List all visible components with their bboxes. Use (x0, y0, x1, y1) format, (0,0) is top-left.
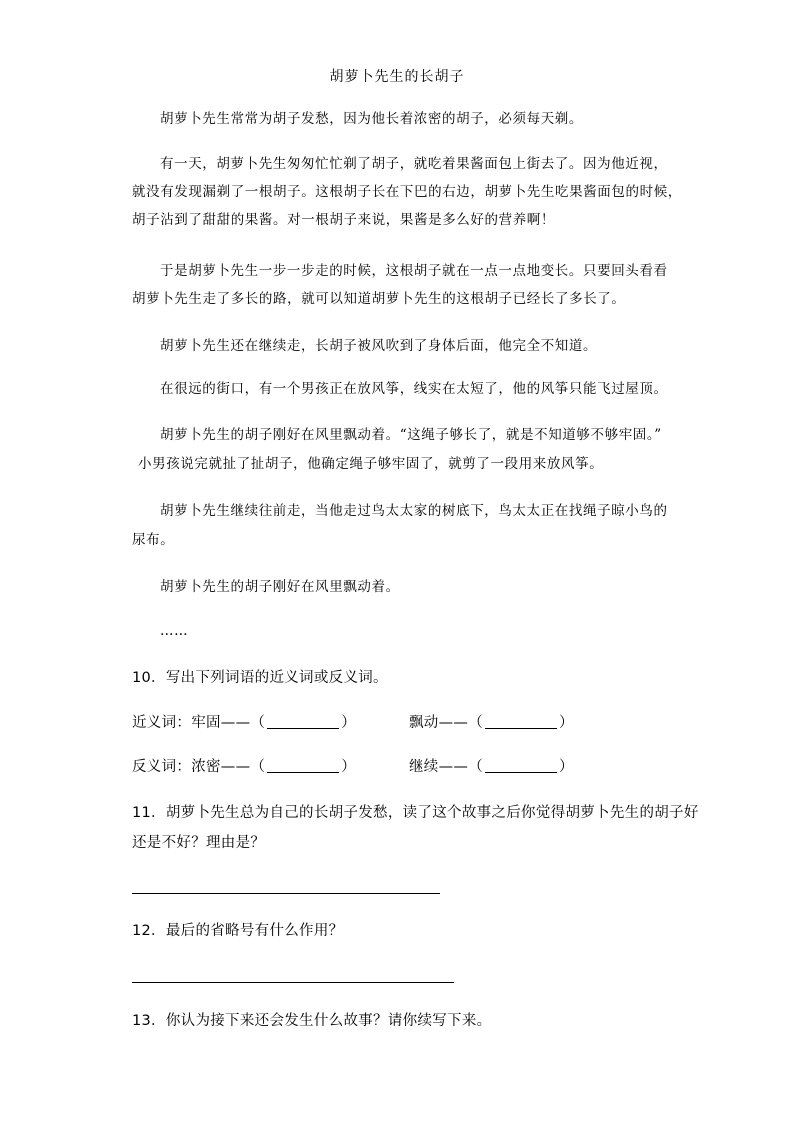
antonym-row-left (132, 759, 356, 775)
answer-blank-1[interactable] (267, 715, 339, 729)
antonym-row-right (409, 759, 574, 775)
story-title: 胡萝卜先生的长胡子 (329, 69, 465, 85)
story-line: 胡萝卜先生还在继续走，长胡子被风吹到了身体后面，他完全不知道。 (160, 338, 598, 354)
story-line: 尿布。 (132, 532, 175, 548)
synonym-row-right (409, 715, 574, 731)
question-11-line-1: 11．胡萝卜先生总为自己的长胡子发愁，读了这个故事之后你觉得胡萝卜先生的胡子好 (132, 805, 699, 821)
question-13: 13．你认为接下来还会发生什么故事？请你续写下来。 (132, 1013, 492, 1029)
antonym-label: 反义词：浓密——（ (132, 759, 266, 775)
answer-line-12[interactable] (132, 982, 454, 983)
story-line: 小男孩说完就扯了扯胡子，他确定绳子够牢固了，就剪了一段用来放风筝。 (138, 456, 604, 472)
question-11-line-2: 还是不好？理由是？ (132, 835, 266, 851)
story-line: 就没有发现漏剃了一根胡子。这根胡子长在下巴的右边，胡萝卜先生吃果酱面包的时候， (132, 184, 682, 200)
bracket-close: ） (341, 759, 357, 775)
story-line: 胡子沾到了甜甜的果酱。对一根胡子来说，果酱是多么好的营养啊！ (132, 212, 555, 228)
synonym-label: 近义词：牢固——（ (132, 715, 266, 731)
story-line: 胡萝卜先生常常为胡子发愁，因为他长着浓密的胡子，必须每天剃。 (160, 111, 583, 127)
answer-blank-4[interactable] (485, 759, 557, 773)
story-line: 在很远的街口，有一个男孩正在放风筝，线实在太短了，他的风筝只能飞过屋顶。 (160, 381, 668, 397)
story-line: 胡萝卜先生的胡子刚好在风里飘动着。 (160, 579, 400, 595)
answer-line-11[interactable] (132, 893, 440, 894)
answer-blank-2[interactable] (485, 715, 557, 729)
question-10: 10．写出下列词语的近义词或反义词。 (132, 670, 388, 686)
ellipsis: …… (160, 623, 189, 639)
story-line: 有一天，胡萝卜先生匆匆忙忙剃了胡子，就吃着果酱面包上街去了。因为他近视， (160, 156, 668, 172)
bracket-close: ） (559, 715, 574, 731)
story-line: 于是胡萝卜先生一步一步走的时候，这根胡子就在一点一点地变长。只要回头看看 (160, 263, 668, 279)
synonym-label-2: 飘动——（ (409, 715, 483, 731)
story-line: 胡萝卜先生的胡子刚好在风里飘动着。“这绳子够长了，就是不知道够不够牢固。” (160, 427, 662, 443)
answer-blank-3[interactable] (267, 759, 339, 773)
bracket-close: ） (341, 715, 357, 731)
bracket-close: ） (559, 759, 574, 775)
story-line: 胡萝卜先生走了多长的路，就可以知道胡萝卜先生的这根胡子已经长了多长了。 (132, 291, 626, 307)
antonym-label-2: 继续——（ (409, 759, 483, 775)
story-line: 胡萝卜先生继续往前走，当他走过鸟太太家的树底下，鸟太太正在找绳子晾小鸟的 (160, 503, 668, 519)
question-12: 12．最后的省略号有什么作用？ (132, 923, 344, 939)
synonym-row-left (132, 715, 356, 731)
